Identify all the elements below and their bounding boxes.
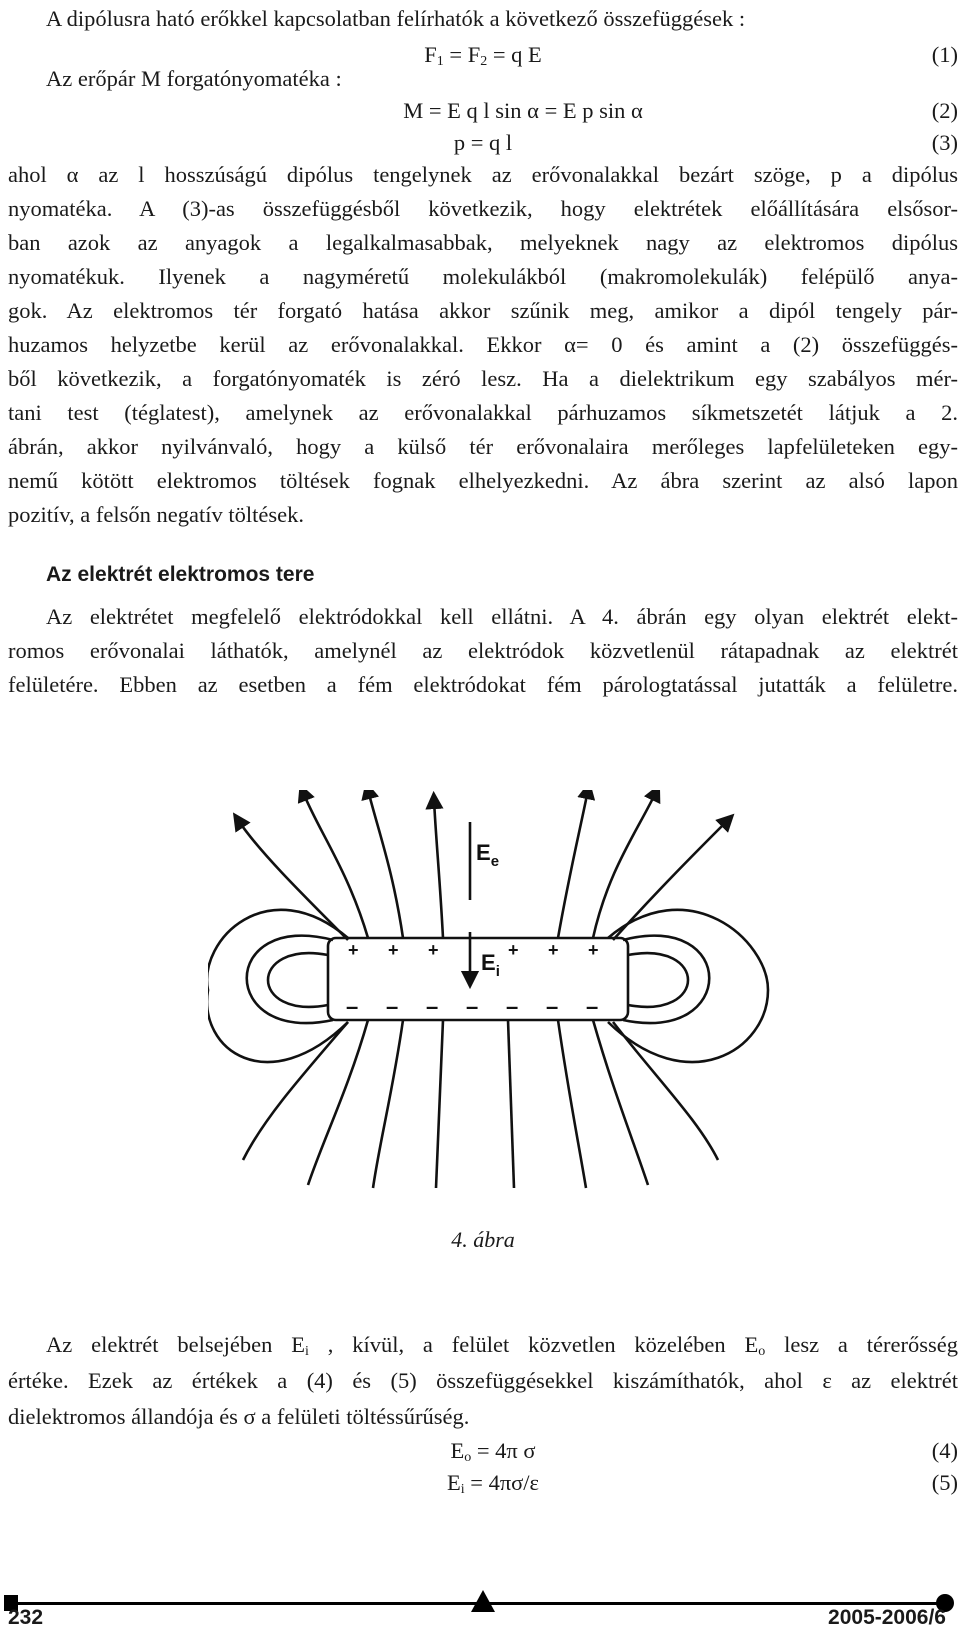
- equation-1: $F_1 = F_2 = q$ E (1): [8, 38, 958, 72]
- field-line: [508, 1020, 514, 1188]
- text-line: gok. Az elektromos tér forgató hatása akkor szűnik meg, amikor a dipól tengely pár-: [8, 298, 958, 323]
- equation-number: (4): [931, 1438, 958, 1463]
- text-line: ban azok az anyagok a legalkalmasabbak, melyeknek nagy az elektromos dipólus: [8, 230, 958, 255]
- text-line: felületére. Ebben az esetben a fém elektródokat fém párologtatással jutatták a felületre.: [8, 672, 958, 697]
- field-line: [613, 1022, 718, 1160]
- equation-2: M = E q l sin α = E p sin α (2): [8, 94, 958, 128]
- torque-intro-line: Az erőpár M forgatónyomatéka :: [46, 66, 342, 91]
- equation-number: (1): [931, 42, 958, 67]
- text-line: pozitív, a felsőn negatív töltések.: [8, 502, 304, 527]
- field-line: [628, 953, 688, 1007]
- text-line: nyomatékuk. Ilyenek a nagyméretű molekulákból (makromolekulák) felépülő anya-: [8, 264, 958, 289]
- text-line: ábrán, akkor nyilvánvaló, hogy a külső tér erővonalaira merőleges lapfelületeken egy-: [8, 434, 958, 459]
- page-number: 232: [8, 1606, 44, 1629]
- minus-charge: –: [506, 994, 519, 1019]
- text-line: Az elektrétet megfelelő elektródokkal kell ellátni. A 4. ábrán egy olyan elektrét elekt-: [46, 604, 958, 629]
- field-line: [434, 800, 443, 938]
- field-line: [268, 953, 328, 1007]
- field-line: [436, 1020, 443, 1188]
- minus-charge: –: [426, 994, 439, 1019]
- field-line: [623, 936, 709, 1023]
- field-line: [558, 790, 588, 938]
- field-line: [243, 1022, 348, 1160]
- minus-charge: –: [586, 994, 599, 1019]
- plus-charge: +: [548, 940, 559, 960]
- intro-line: A dipólusra ható erőkkel kapcsolatban felírhatók a következő összefüggések :: [46, 6, 746, 31]
- plus-charge: +: [388, 940, 399, 960]
- text-line: nyomatéka. A (3)-as összefüggésből következik, hogy elektrétek előállítására elsősor-: [8, 196, 958, 221]
- equation-number: (2): [931, 98, 958, 123]
- label-e-outer: $E_e$: [476, 840, 500, 870]
- text-line: értéke. Ezek az értékek a (4) és (5) összefüggésekkel kiszámíthatók, ahol ε az elektrét: [8, 1368, 958, 1393]
- minus-charge: –: [466, 994, 479, 1019]
- plus-charge: +: [428, 940, 439, 960]
- plus-charge: +: [588, 940, 599, 960]
- text-line: tani test (téglatest), amelynek az erővonalakkal párhuzamos síkmetszetét látjuk a 2.: [8, 400, 958, 425]
- equation-4: $E_o = 4\pi$ σ (4): [8, 1434, 958, 1468]
- equation-5: $E_i = 4\pi\sigma/\varepsilon$ (5): [8, 1466, 958, 1500]
- text-line: nemű kötött elektromos töltések fognak elhelyezkedni. Az ábra szerint az alsó lapon: [8, 468, 958, 493]
- label-e-inner: $E_i$: [481, 950, 500, 980]
- field-line: [368, 790, 403, 938]
- footer-triangle-marker: [471, 1590, 495, 1612]
- field-line: [558, 1020, 586, 1188]
- document-page: [8, 0, 958, 1630]
- text-line: Az elektrét belsejében $E_i$ , kívül, a felület közvetlen közelében $E_o$ lesz a térerősség: [46, 1332, 958, 1359]
- text-line: romos erővonalai láthatók, amelynél az elektródok közvetlenül rátapadnak az elektrét: [8, 638, 958, 663]
- electret-field-figure: [208, 790, 788, 1190]
- field-line: [373, 1020, 403, 1188]
- text-line: huzamos helyzetbe kerül az erővonalakkal. Ekkor α= 0 és amint a (2) összefüggés-: [8, 332, 958, 357]
- plus-charge: +: [348, 940, 359, 960]
- minus-charge: –: [346, 994, 359, 1019]
- text-line: ahol α az l hosszúságú dipólus tengelynek az erővonalakkal bezárt szöge, p a dipólus: [8, 162, 958, 187]
- text-line: ből következik, a forgatónyomaték is zéró lesz. Ha a dielektrikum egy szabályos mér-: [8, 366, 958, 391]
- equation-number: (3): [931, 130, 958, 155]
- section-heading: Az elektrét elektromos tere: [46, 563, 315, 586]
- figure-caption: 4. ábra: [451, 1227, 515, 1252]
- equation-number: (5): [931, 1470, 958, 1495]
- plus-charge: +: [508, 940, 519, 960]
- equation-3: p = q l (3): [8, 126, 958, 160]
- issue-label: 2005-2006/6: [828, 1606, 946, 1629]
- minus-charge: –: [386, 994, 399, 1019]
- field-line: [238, 820, 348, 940]
- field-line: [247, 936, 333, 1023]
- field-line: [308, 1020, 368, 1185]
- text-line: dielektromos állandója és σ a felületi töltéssűrűség.: [8, 1404, 470, 1429]
- minus-charge: –: [546, 994, 559, 1019]
- field-line: [593, 1020, 648, 1185]
